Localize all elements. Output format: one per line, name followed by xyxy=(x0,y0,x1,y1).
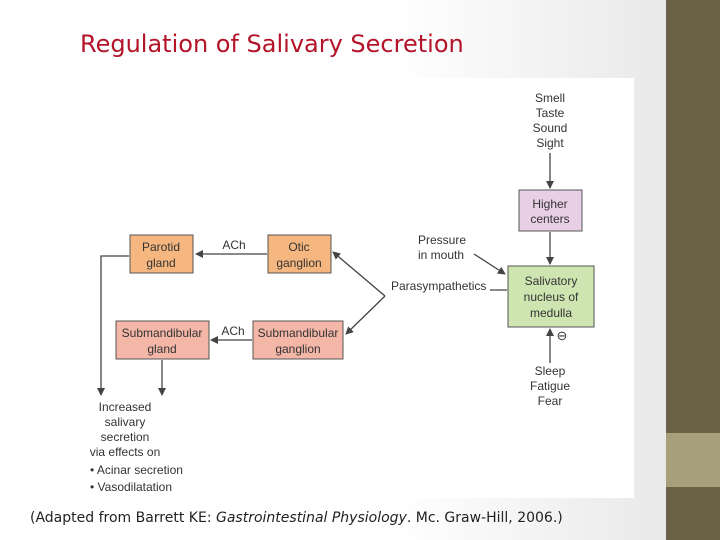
svg-text:nucleus of: nucleus of xyxy=(523,290,579,304)
inhibitor-sleep: Sleep xyxy=(534,364,566,378)
slide-title: Regulation of Salivary Secretion xyxy=(80,30,464,58)
svg-text:medulla: medulla xyxy=(529,306,573,320)
svg-text:gland: gland xyxy=(147,342,177,356)
submandibular-ganglion-box xyxy=(253,321,343,359)
caption-suffix: . Mc. Graw-Hill, 2006.) xyxy=(406,510,563,526)
sidebar-decoration-bottom xyxy=(666,487,720,540)
arrow-pressure-to-salivatory xyxy=(474,254,505,274)
stimuli-list xyxy=(533,91,568,150)
svg-text:Submandibular: Submandibular xyxy=(257,326,339,340)
sidebar-decoration-top xyxy=(666,0,720,433)
svg-text:Salivatory: Salivatory xyxy=(524,274,578,288)
svg-text:Pressure: Pressure xyxy=(418,233,467,247)
stimulus-taste: Taste xyxy=(535,106,565,120)
svg-text:Otic: Otic xyxy=(288,240,310,254)
outcome-line-4: via effects on xyxy=(89,445,161,459)
svg-text:in mouth: in mouth xyxy=(418,248,465,262)
branch-to-otic xyxy=(333,252,385,296)
parasympathetics-label: Parasympathetics xyxy=(391,279,487,293)
outcome-line-6: • Vasodilatation xyxy=(90,480,173,494)
outcome-text xyxy=(90,400,183,494)
inhibitors-list xyxy=(530,364,570,408)
svg-text:Parotid: Parotid xyxy=(141,240,181,254)
caption-book-title: Gastrointestinal Physiology xyxy=(216,510,407,526)
outcome-line-5: • Acinar secretion xyxy=(90,463,183,477)
inhibitor-fatigue: Fatigue xyxy=(529,379,571,393)
submandibular-gland-box xyxy=(116,321,209,359)
stimulus-smell: Smell xyxy=(534,91,566,105)
caption-prefix: (Adapted from Barrett KE: xyxy=(30,510,216,526)
branch-to-submandibular xyxy=(346,296,385,334)
inhibit-symbol: ⊖ xyxy=(556,328,568,343)
outcome-line-2: salivary xyxy=(104,415,146,429)
svg-text:Submandibular: Submandibular xyxy=(121,326,203,340)
svg-text:ganglion: ganglion xyxy=(275,342,321,356)
svg-text:centers: centers xyxy=(530,212,570,226)
otic-ganglion-box xyxy=(268,235,331,273)
stimulus-sound: Sound xyxy=(532,121,568,135)
svg-text:ganglion: ganglion xyxy=(276,256,322,270)
stimulus-sight: Sight xyxy=(536,136,564,150)
pressure-label xyxy=(418,233,466,262)
parotid-gland-box xyxy=(130,235,193,273)
inhibitor-fear: Fear xyxy=(537,394,563,408)
higher-centers-box xyxy=(519,190,582,231)
outcome-line-1: Increased xyxy=(98,400,152,414)
ach-bottom-label: ACh xyxy=(221,324,245,338)
svg-text:Higher: Higher xyxy=(532,197,568,211)
sidebar-decoration-accent xyxy=(666,433,720,487)
salivatory-nucleus-box xyxy=(508,266,594,327)
svg-text:gland: gland xyxy=(146,256,176,270)
figure-caption xyxy=(30,510,563,526)
ach-top-label: ACh xyxy=(222,238,246,252)
outcome-line-3: secretion xyxy=(100,430,150,444)
salivary-regulation-diagram xyxy=(88,78,634,498)
